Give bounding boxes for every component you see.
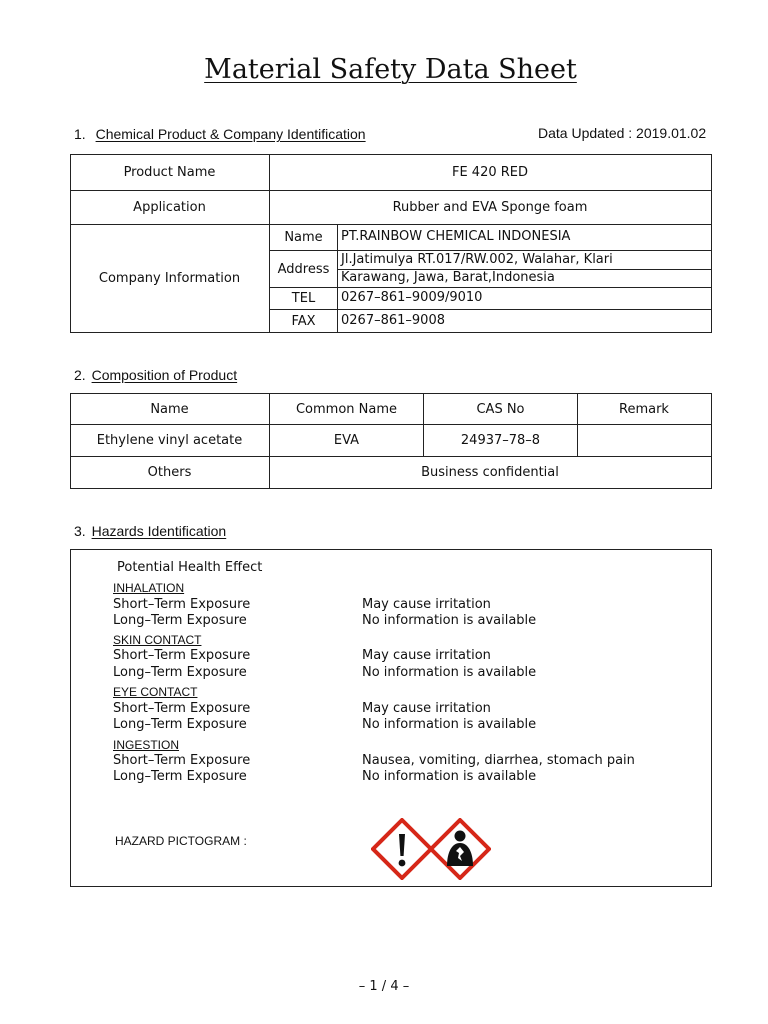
company-name-label: Name [284,230,323,245]
skin-short-label: Short–Term Exposure [113,648,251,663]
ingestion-long-label: Long–Term Exposure [113,769,247,784]
section-3-heading [74,523,226,539]
company-name-value: PT.RAINBOW CHEMICAL INDONESIA [341,229,571,244]
ingestion-short-value: Nausea, vomiting, diarrhea, stomach pain [362,753,635,768]
category-skin-contact: SKIN CONTACT [113,633,202,647]
section-3-number: 3. [74,523,86,539]
inhalation-short-label: Short–Term Exposure [113,597,251,612]
address-line-2: Karawang, Jawa, Barat,Indonesia [341,270,555,285]
hazard-pictogram-label: HAZARD PICTOGRAM : [115,834,247,848]
header-cas-no: CAS No [476,401,525,417]
eye-long-value: No information is available [362,717,537,732]
row-1-remark [578,425,710,456]
section-1-number: 1. [74,126,86,142]
tel-label: TEL [291,291,316,306]
section-1-heading [74,126,366,142]
category-ingestion: INGESTION [113,738,180,752]
inhalation-short-value: May cause irritation [362,597,491,612]
ingestion-short-label: Short–Term Exposure [113,753,251,768]
section-2-number: 2. [74,367,86,383]
header-common-name: Common Name [295,401,398,417]
eye-short-value: May cause irritation [362,701,491,716]
row-1-name: Ethylene vinyl acetate [96,433,243,448]
company-information-label: Company Information [98,271,241,286]
page-title-text: Material Safety Data Sheet [204,54,577,85]
data-updated: Data Updated : 2019.01.02 [538,125,707,141]
application-label: Application [133,200,206,215]
tel-value: 0267–861–9009/9010 [341,290,483,305]
address-label: Address [277,261,330,277]
skin-long-label: Long–Term Exposure [113,665,247,680]
product-name-label: Product Name [123,165,216,180]
row-2-name: Others [147,465,192,480]
exclamation-mark-icon [371,818,433,880]
address-line-1: Jl.Jatimulya RT.017/RW.002, Walahar, Klari [341,252,613,267]
health-hazard-icon [429,818,491,880]
skin-long-value: No information is available [362,665,537,680]
category-inhalation: INHALATION [113,581,185,595]
fax-value: 0267–861–9008 [341,313,445,328]
section-1-title: Chemical Product & Company Identification [95,126,366,142]
eye-long-label: Long–Term Exposure [113,717,247,732]
application-value: Rubber and EVA Sponge foam [392,200,588,215]
page-title [0,54,768,85]
row-1-cas-no: 24937–78–8 [460,433,541,448]
row-2-value: Business confidential [421,465,559,480]
header-remark: Remark [619,401,669,417]
page-number: – 1 / 4 – [358,979,410,994]
category-eye-contact: EYE CONTACT [113,685,198,699]
eye-short-label: Short–Term Exposure [113,701,251,716]
section-2-heading [74,367,237,383]
fax-label: FAX [291,313,316,329]
inhalation-long-label: Long–Term Exposure [113,613,247,628]
section-3-title: Hazards Identification [91,523,227,539]
potential-health-effect: Potential Health Effect [117,560,263,575]
skin-short-value: May cause irritation [362,648,491,663]
section-2-title: Composition of Product [91,367,238,383]
inhalation-long-value: No information is available [362,613,537,628]
product-name-value: FE 420 RED [451,165,529,180]
ingestion-long-value: No information is available [362,769,537,784]
header-name: Name [150,401,189,417]
row-1-common-name: EVA [333,433,360,448]
